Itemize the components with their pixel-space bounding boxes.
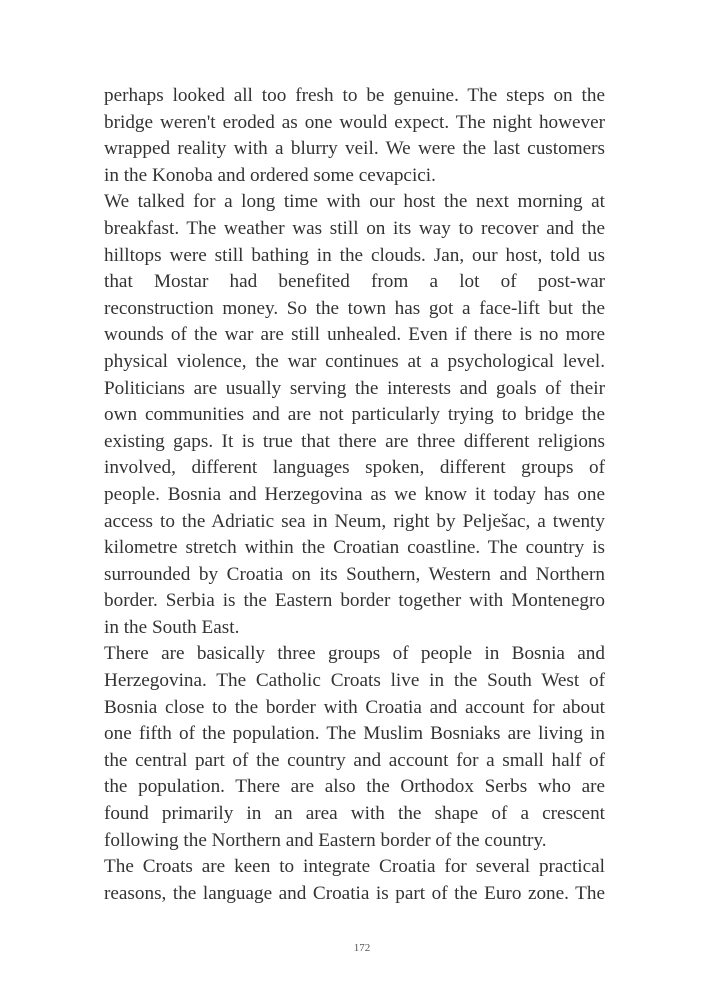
text-line: that Mostar had benefited from a lot of post-war <box>104 271 605 293</box>
text-line: access to the Adriatic sea in Neum, right by Pelješac, a twenty <box>104 510 605 532</box>
text-line: own communities and are not particularly trying to bridge the <box>104 404 605 426</box>
paragraph <box>104 83 605 189</box>
text-line: one fifth of the population. The Muslim Bosniaks are living in <box>104 723 605 745</box>
text-line: Bosnia close to the border with Croatia and account for about <box>104 696 605 718</box>
text-line: Herzegovina. The Catholic Croats live in the South West of <box>104 670 605 692</box>
text-line: We talked for a long time with our host the next morning at <box>104 191 605 213</box>
text-line: following the Northern and Eastern border of the country. <box>104 829 547 851</box>
paragraph <box>104 854 605 907</box>
body-text <box>104 83 605 907</box>
paragraph <box>104 641 605 854</box>
text-line: hilltops were still bathing in the clouds. Jan, our host, told us <box>104 244 605 266</box>
text-line: reasons, the language and Croatia is part of the Euro zone. The <box>104 882 605 904</box>
text-line: bridge weren't eroded as one would expect. The night however <box>104 111 605 133</box>
text-line: reconstruction money. So the town has got a face-lift but the <box>104 297 605 319</box>
text-line: surrounded by Croatia on its Southern, Western and Northern <box>104 563 605 585</box>
text-line: physical violence, the war continues at a psychological level. <box>104 350 605 372</box>
text-line: involved, different languages spoken, different groups of <box>104 457 605 479</box>
text-line: people. Bosnia and Herzegovina as we know it today has one <box>104 483 605 505</box>
text-line: The Croats are keen to integrate Croatia for several practical <box>104 856 605 878</box>
text-line: in the Konoba and ordered some cevapcici. <box>104 164 436 186</box>
text-line: in the South East. <box>104 616 240 638</box>
paragraph <box>104 189 605 641</box>
text-line: wounds of the war are still unhealed. Even if there is no more <box>104 324 605 346</box>
text-line: the central part of the country and account for a small half of <box>104 749 605 771</box>
text-line: kilometre stretch within the Croatian coastline. The country is <box>104 537 605 559</box>
text-line: perhaps looked all too fresh to be genuine. The steps on the <box>104 85 605 106</box>
text-line: border. Serbia is the Eastern border together with Montenegro <box>104 590 605 612</box>
text-line: existing gaps. It is true that there are three different religions <box>104 430 605 452</box>
text-line: wrapped reality with a blurry veil. We were the last customers <box>104 138 605 160</box>
text-line: found primarily in an area with the shape of a crescent <box>104 803 605 825</box>
text-line: the population. There are also the Orthodox Serbs who are <box>104 776 605 798</box>
page-number: 172 <box>353 942 371 954</box>
text-line: There are basically three groups of people in Bosnia and <box>104 643 605 665</box>
text-line: breakfast. The weather was still on its way to recover and the <box>104 217 605 239</box>
text-line: Politicians are usually serving the interests and goals of their <box>104 377 605 399</box>
